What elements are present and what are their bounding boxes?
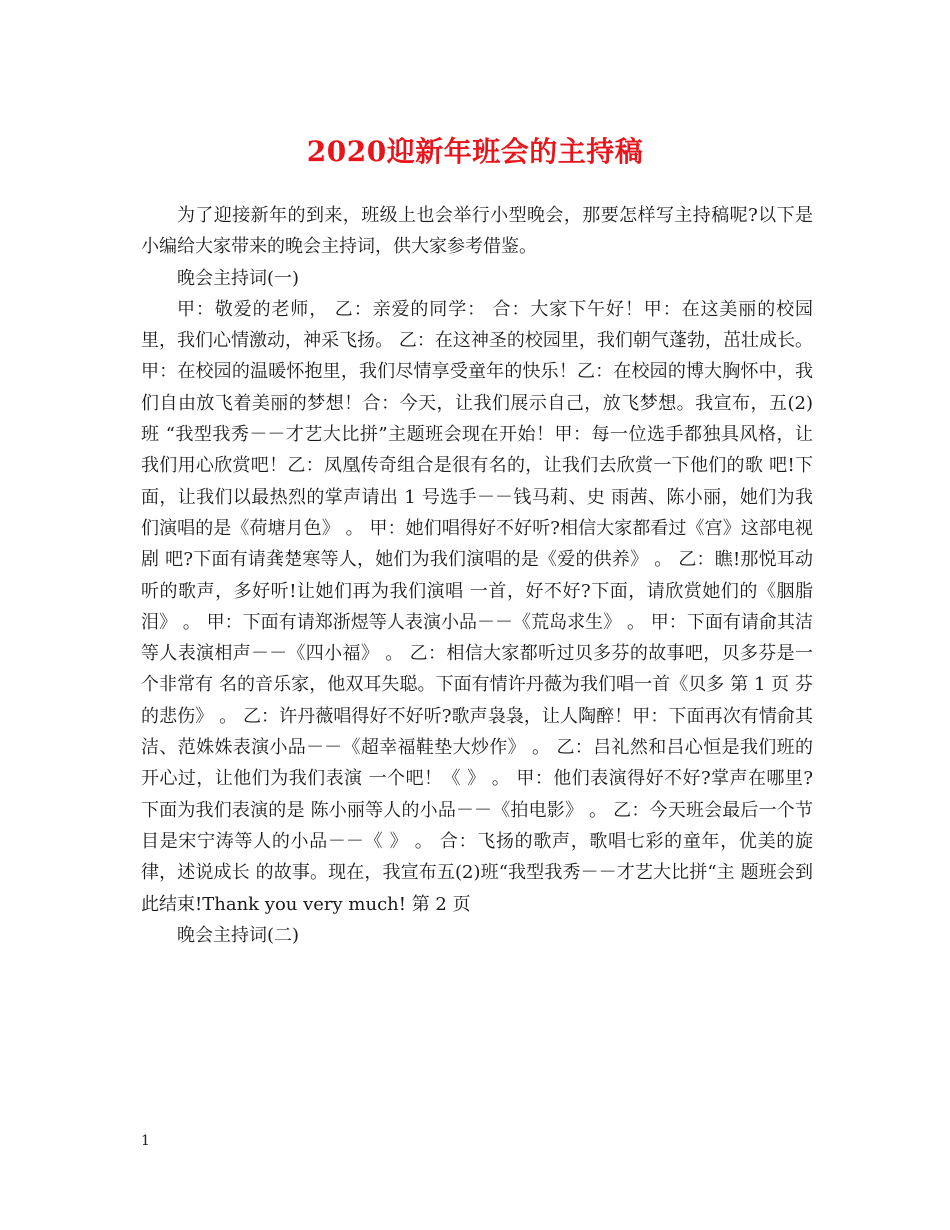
intro-paragraph: 为了迎接新年的到来，班级上也会举行小型晚会，那要怎样写主持稿呢?以下是小编给大家带来的晚会主持词，供大家参考借鉴。 — [141, 205, 813, 258]
section-heading-2: 晚会主持词(二) — [177, 924, 300, 946]
document-body — [141, 200, 813, 951]
page-number: 1 — [141, 1133, 150, 1149]
section-1-body: 甲：敬爱的老师， 乙：亲爱的同学： 合：大家下午好！甲：在这美丽的校园里，我们心情激动，神采飞扬。 乙：在这神圣的校园里，我们朝气蓬勃，茁壮成长。 甲：在校园的温暖怀抱里，我们尽情享受童年的快乐！乙：在校园的博大胸怀中，我们自由放飞着美丽的梦想！合：今天，让我们展示自己，放飞梦想。我宣布，五(2)班 “我型我秀－－才艺大比拼”主题班会现在开始！甲：每一位选手都独具风格，让我们用心欣赏吧！乙：凤凰传奇组合是很有名的，让我们去欣赏一下他们的歌 吧!下面，让我们以最热烈的掌声请出 1 号选手－－钱马莉、史 雨茜、陈小丽，她们为我们演唱的是《荷塘月色》 。 甲：她们唱得好不好听?相信大家都看过《宫》这部电视剧 吧?下面有请龚楚寒等人，她们为我们演唱的是《爱的供养》 。 乙：瞧!那悦耳动听的歌声，多好听!让她们再为我们演唱 一首，好不好?下面，请欣赏她们的《胭脂泪》 。 甲：下面有请郑浙煜等人表演小品－－《荒岛求生》 。 甲：下面有请俞其洁等人表演相声－－《四小福》 。 乙：相信大家都听过贝多芬的故事吧，贝多芬是一个非常有 名的音乐家，他双耳失聪。下面有情许丹薇为我们唱一首《贝多 第 1 页 芬的悲伤》 。 乙：许丹薇唱得好不好听?歌声袅袅，让人陶醉！甲：下面再次有情俞其洁、范姝姝表演小品－－《超幸福鞋垫大炒作》 。 乙：吕礼然和吕心恒是我们班的开心过，让他们为我们表演 一个吧！《 》 。 甲：他们表演得好不好?掌声在哪里?下面为我们表演的是 陈小丽等人的小品－－《拍电影》 。 乙：今天班会最后一个节目是宋宁涛等人的小品－－《 》 。 合：飞扬的歌声，歌唱七彩的童年，优美的旋律，述说成长 的故事。现在，我宣布五(2)班“我型我秀－－才艺大比拼“主 题班会到此结束!Thank you very much! 第 2 页 — [141, 298, 813, 915]
document-title: 2020迎新年班会的主持稿 — [306, 135, 644, 168]
section-heading-1: 晚会主持词(一) — [177, 267, 300, 289]
